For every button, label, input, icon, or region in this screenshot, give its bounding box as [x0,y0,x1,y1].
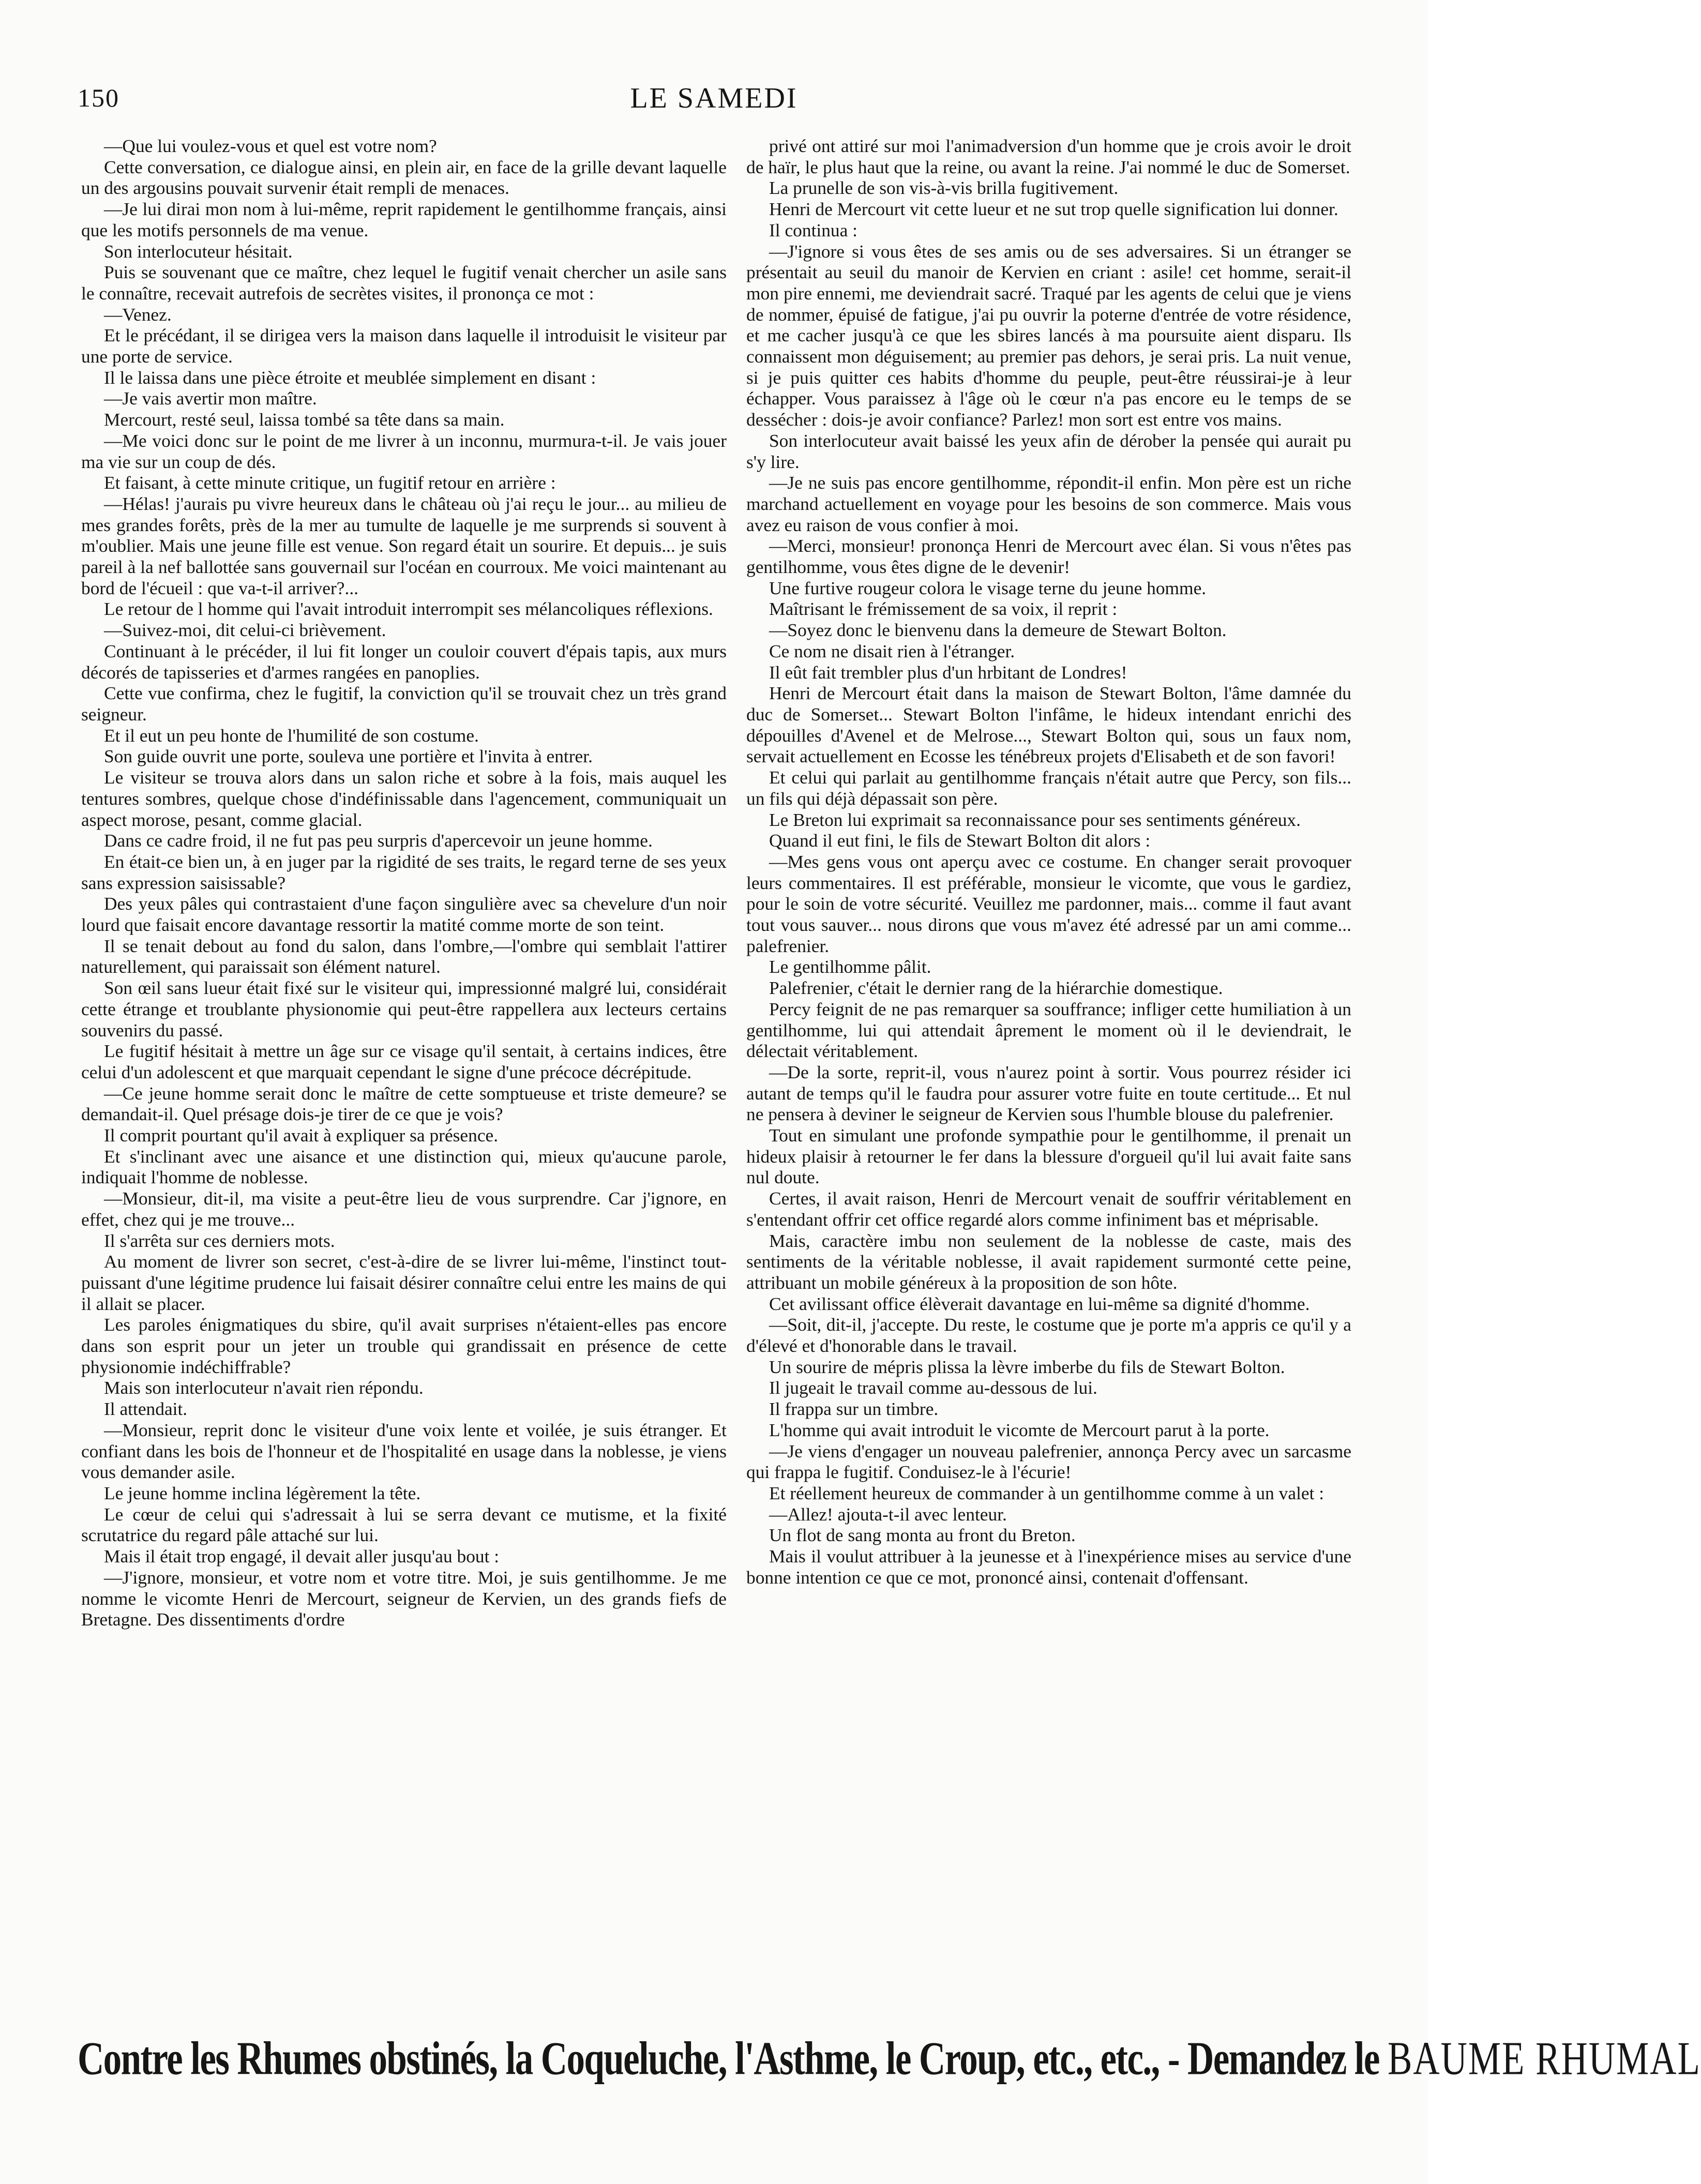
paragraph: —Allez! ajouta-t-il avec lenteur. [769,1503,1007,1525]
paragraph: Et celui qui parlait au gentilhomme français n'était autre que Percy, son fils... un fils qui déjà dépassait son père. [746,767,1351,809]
paragraph: Cet avilissant office élèverait davantage en lui-même sa dignité d'homme. [769,1293,1310,1314]
paragraph: Maîtrisant le frémissement de sa voix, il reprit : [769,598,1118,620]
paragraph: —Que lui voulez-vous et quel est votre nom? [104,135,437,156]
paragraph: Tout en simulant une profonde sympathie pour le gentilhomme, il prenait un hideux plaisir à retourner le fer dans la blessure d'orgueil qu'il lui avait faite sans nul doute. [746,1125,1351,1188]
paragraph: Cette vue confirma, chez le fugitif, la conviction qu'il se trouvait chez un très grand seigneur. [81,683,727,725]
paragraph: Il le laissa dans une pièce étroite et meublée simplement en disant : [104,367,596,388]
paragraph: Au moment de livrer son secret, c'est-à-dire de se livrer lui-même, l'instinct tout-puissant d'une légitime prudence lui faisait désirer connaître celui entre les mains de qui il allait se placer. [81,1251,727,1314]
paragraph: Il continua : [769,219,858,240]
paragraph: Henri de Mercourt était dans la maison de Stewart Bolton, l'âme damnée du duc de Somerset... Stewart Bolton l'infâme, le hideux intendant enrichi des dépouilles d'Avenel et de Melrose..., Stewart Bolton qui, sous un faux nom, servait actuellement en Ecosse les ténébreux projets d'Elisabeth et de son favori! [746,683,1351,767]
left-column [81,135,727,2028]
paragraph: —Monsieur, reprit donc le visiteur d'une voix lente et voilée, je suis étranger. Et confiant dans les bois de l'honneur et de l'hospitalité en usage dans la noblesse, je viens vous demander asile. [81,1419,727,1483]
paragraph: En était-ce bien un, à en juger par la rigidité de ses traits, le regard terne de ses yeux sans expression saisissable? [81,851,727,893]
right-column [746,135,1351,2028]
paragraph: Et faisant, à cette minute critique, un fugitif retour en arrière : [104,472,556,493]
paragraph: Il eût fait trembler plus d'un hrbitant de Londres! [769,661,1127,683]
paragraph: Percy feignit de ne pas remarquer sa souffrance; infliger cette humiliation à un gentilhomme, lui qui attendait âprement le moment où il le deviendrait, le délectait véritablement. [746,998,1351,1062]
paragraph: L'homme qui avait introduit le vicomte de Mercourt parut à la porte. [769,1419,1270,1440]
paragraph: Ce nom ne disait rien à l'étranger. [769,640,1015,661]
paragraph: Puis se souvenant que ce maître, chez lequel le fugitif venait chercher un asile sans le connaître, recevait autrefois de secrètes visites, il prononça ce mot : [81,262,727,304]
paragraph: —Suivez-moi, dit celui-ci brièvement. [104,620,386,641]
journal-title: LE SAMEDI [630,82,798,114]
paragraph: —Mes gens vous ont aperçu avec ce costume. En changer serait provoquer leurs commentaires. Il est préférable, monsieur le vicomte, que vous le gardiez, pour le soin de votre sécurité. Veuillez me pardonner, mais... comme il faut avant tout vous sauver... nous dirons que vous m'avez été adressé par un ami comme... palefrenier. [746,851,1351,956]
paragraph: Il s'arrêta sur ces derniers mots. [104,1230,335,1251]
paragraph: Une furtive rougeur colora le visage terne du jeune homme. [769,577,1207,598]
paragraph: Il attendait. [104,1398,188,1420]
paragraph: —De la sorte, reprit-il, vous n'aurez point à sortir. Vous pourrez résider ici autant de temps qu'il le faudra pour assurer votre fuite en toute certitude... Et nul ne pensera à deviner le seigneur de Kervien sous l'humble blouse du palefrenier. [746,1061,1351,1125]
paragraph: Il jugeait le travail comme au-dessous de lui. [769,1377,1097,1398]
paragraph: Le cœur de celui qui s'adressait à lui se serra devant ce mutisme, et la fixité scrutatrice du regard pâle attaché sur lui. [81,1503,727,1546]
paragraph: Palefrenier, c'était le dernier rang de la hiérarchie domestique. [769,977,1223,999]
paragraph: —Hélas! j'aurais pu vivre heureux dans le château où j'ai reçu le jour... au milieu de mes grandes forêts, près de la mer au tumulte de laquelle je me surprends si souvent à m'oublier. Mais une jeune fille est venue. Son regard était un sourire. Et depuis... je suis pareil à la nef ballottée sans gouvernail sur l'océan en courroux. Me voici maintenant au bord de l'écueil : que va-t-il arriver?... [81,493,727,598]
paragraph: La prunelle de son vis-à-vis brilla fugitivement. [769,177,1119,199]
footer-advertisement [78,2032,1701,2086]
paragraph: —Soyez donc le bienvenu dans la demeure de Stewart Bolton. [769,620,1227,641]
paragraph: Le Breton lui exprimait sa reconnaissance pour ses sentiments généreux. [769,809,1301,830]
paragraph: Un sourire de mépris plissa la lèvre imberbe du fils de Stewart Bolton. [769,1356,1285,1377]
page-header [0,78,1428,129]
paragraph: Mais, caractère imbu non seulement de la noblesse de caste, mais des sentiments de la véritable noblesse, il avait rapidement surmonté cette peine, attribuant un mobile généreux à la proposition de son hôte. [746,1230,1351,1293]
paragraph: Cette conversation, ce dialogue ainsi, en plein air, en face de la grille devant laquelle un des argousins pouvait survenir était rempli de menaces. [81,156,727,199]
paragraph: —Je lui dirai mon nom à lui-même, reprit rapidement le gentilhomme français, ainsi que les motifs personnels de ma venue. [81,199,727,240]
advertisement-brand: BAUME RHUMAL [1388,2033,1701,2085]
paragraph: Certes, il avait raison, Henri de Mercourt venait de souffrir véritablement en s'entendant offrir cet office regardé alors comme infiniment bas et méprisable. [746,1188,1351,1230]
paragraph: —Venez. [104,304,172,325]
paragraph: Un flot de sang monta au front du Breton. [769,1525,1076,1546]
paragraph: Le jeune homme inclina légèrement la tête. [104,1483,421,1503]
paragraph: Son œil sans lueur était fixé sur le visiteur qui, impressionné malgré lui, considérait cette étrange et troublante physionomie qui peut-être rappellera aux lecteurs certains souvenirs du passé. [81,977,727,1041]
paragraph: —Soit, dit-il, j'accepte. Du reste, le costume que je porte m'a appris ce qu'il y a d'élevé et d'honorable dans le travail. [746,1314,1351,1357]
paragraph: Il comprit pourtant qu'il avait à expliquer sa présence. [104,1125,499,1146]
paragraph: Le fugitif hésitait à mettre un âge sur ce visage qu'il sentait, à certains indices, être celui d'un adolescent et que marquait cependant le signe d'une précoce décrépitude. [81,1041,727,1082]
paragraph: Son interlocuteur hésitait. [104,240,293,262]
paragraph: Et réellement heureux de commander à un gentilhomme comme à un valet : [769,1483,1324,1503]
paragraph: Le retour de l homme qui l'avait introduit interrompit ses mélancoliques réflexions. [104,598,713,620]
paragraph: Mais il était trop engagé, il devait aller jusqu'au bout : [104,1546,500,1567]
paragraph: Il frappa sur un timbre. [769,1398,939,1420]
paragraph: Mais il voulut attribuer à la jeunesse et à l'inexpérience mises au service d'une bonne intention ce que ce mot, prononcé ainsi, contenait d'offensant. [746,1546,1351,1588]
paragraph: Et le précédant, il se dirigea vers la maison dans laquelle il introduisit le visiteur par une porte de service. [81,325,727,367]
paragraph: —Monsieur, dit-il, ma visite a peut-être lieu de vous surprendre. Car j'ignore, en effet, chez qui je me trouve... [81,1188,727,1230]
paragraph: Henri de Mercourt vit cette lueur et ne sut trop quelle signification lui donner. [769,199,1338,220]
paragraph: —Me voici donc sur le point de me livrer à un inconnu, murmura-t-il. Je vais jouer ma vie sur un coup de dés. [81,430,727,472]
paragraph: Dans ce cadre froid, il ne fut pas peu surpris d'apercevoir un jeune homme. [104,830,653,851]
paragraph: Le gentilhomme pâlit. [769,956,931,977]
paragraph: Continuant à le précéder, il lui fit longer un couloir couvert d'épais tapis, aux murs décorés de tapisseries et d'armes rangées en panoplies. [81,640,727,683]
paragraph: Mais son interlocuteur n'avait rien répondu. [104,1377,424,1398]
paragraph: Il se tenait debout au fond du salon, dans l'ombre,—l'ombre qui semblait l'attirer naturellement, qui paraissait son élément naturel. [81,935,727,977]
paragraph: —Je vais avertir mon maître. [104,388,317,409]
paragraph: —Je ne suis pas encore gentilhomme, répondit-il enfin. Mon père est un riche marchand actuellement en voyage pour les besoins de son commerce. Mais vous avez eu raison de vous confier à moi. [746,472,1351,535]
paragraph: —Ce jeune homme serait donc le maître de cette somptueuse et triste demeure? se demandait-il. Quel présage dois-je tirer de ce que je vois? [81,1082,727,1125]
paragraph: Mercourt, resté seul, laissa tombé sa tête dans sa main. [104,409,505,430]
paragraph: Les paroles énigmatiques du sbire, qu'il avait surprises n'étaient-elles pas encore dans son esprit pour un jeter un trouble qui grandissait en présence de cette physionomie indéchiffrable? [81,1314,727,1377]
paragraph: Et il eut un peu honte de l'humilité de son costume. [104,725,479,746]
paragraph: Et s'inclinant avec une aisance et une distinction qui, mieux qu'aucune parole, indiquait l'homme de noblesse. [81,1146,727,1188]
paragraph: —J'ignore, monsieur, et votre nom et votre titre. Moi, je suis gentilhomme. Je me nomme le vicomte Henri de Mercourt, seigneur de Kervien, un des grands fiefs de Bretagne. Des dissentiments d'ordre [81,1567,727,1630]
paragraph: —Je viens d'engager un nouveau palefrenier, annonça Percy avec un sarcasme qui frappa le fugitif. Conduisez-le à l'écurie! [746,1440,1351,1483]
paragraph: Son guide ouvrit une porte, souleva une portière et l'invita à entrer. [104,746,593,767]
paragraph: —J'ignore si vous êtes de ses amis ou de ses adversaires. Si un étranger se présentait au seuil du manoir de Kervien en criant : asile! cet homme, serait-il mon pire ennemi, me deviendrait sacré. Traqué par les agents de celui que je viens de nommer, épuisé de fatigue, j'ai pu ouvrir la poterne d'entrée de votre résidence, et me cacher jusqu'à ce que les sbires lancés à ma poursuite aient disparu. Ils connaissent mon déguisement; au premier pas dehors, je serai pris. La nuit venue, si je puis quitter ces habits d'homme du peuple, peut-être réussirai-je à leur échapper. Vous paraissez à l'âge où le cœur n'a pas encore eu le temps de se dessécher : dois-je avoir confiance? Parlez! mon sort est entre vos mains. [746,240,1351,430]
paragraph: Le visiteur se trouva alors dans un salon riche et sobre à la fois, mais auquel les tentures sombres, quelque chose d'indéfinissable dans l'agencement, communiquait un aspect morose, pesant, comme glacial. [81,767,727,830]
advertisement-text: Contre les Rhumes obstinés, la Coqueluche, l'Asthme, le Croup, etc., etc., - Demandez le [78,2033,1379,2085]
page-number: 150 [78,83,119,112]
paragraph: Son interlocuteur avait baissé les yeux afin de dérober la pensée qui aurait pu s'y lire. [746,430,1351,472]
paragraph: Quand il eut fini, le fils de Stewart Bolton dit alors : [769,830,1151,851]
paragraph: privé ont attiré sur moi l'animadversion d'un homme que je crois avoir le droit de haïr, le plus haut que la reine, ou avant la reine. J'ai nommé le duc de Somerset. [746,135,1351,177]
paragraph: —Merci, monsieur! prononça Henri de Mercourt avec élan. Si vous n'êtes pas gentilhomme, vous êtes digne de le devenir! [746,535,1351,578]
paragraph: Des yeux pâles qui contrastaient d'une façon singulière avec sa chevelure d'un noir lourd que faisait encore davantage ressortir la matité comme morte de son teint. [81,893,727,936]
